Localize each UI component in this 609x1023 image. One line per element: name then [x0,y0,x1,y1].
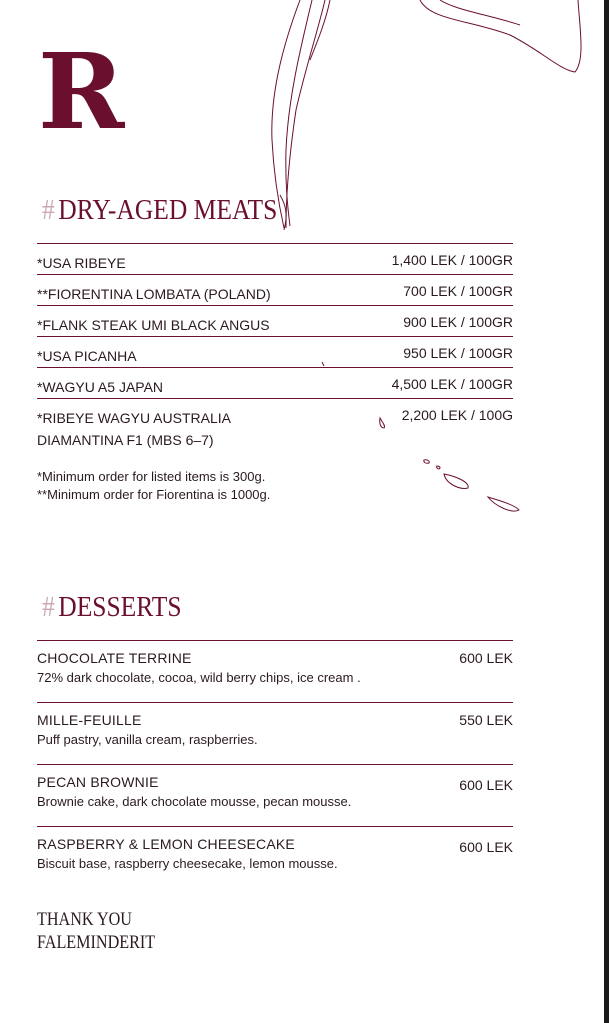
menu-row [37,305,513,336]
item-name: CHOCOLATE TERRINE [37,650,192,666]
item-name: PECAN BROWNIE [37,774,159,790]
menu-row [37,398,513,448]
item-name: *FLANK STEAK UMI BLACK ANGUS [37,317,270,333]
section-title-dry-aged [42,196,277,225]
note-line: *Minimum order for listed items is 300g. [37,469,266,484]
item-price: 550 LEK [459,712,513,728]
menu-row [37,764,513,826]
menu-row [37,702,513,764]
item-price: 600 LEK [459,839,513,855]
item-name: *USA PICANHA [37,348,137,364]
menu-row [37,274,513,305]
item-name-line2: DIAMANTINA F1 (MBS 6–7) [37,432,214,448]
item-price: 600 LEK [459,777,513,793]
item-name: MILLE-FEUILLE [37,712,142,728]
note-line: **Minimum order for Fiorentina is 1000g. [37,487,271,502]
hash-icon: # [42,591,55,623]
item-description: 72% dark chocolate, cocoa, wild berry chips, ice cream . [37,670,361,685]
page-edge [604,0,609,1023]
restaurant-logo: R [38,30,123,153]
item-description: Biscuit base, raspberry cheesecake, lemon mousse. [37,856,338,871]
section-title-desserts [42,593,182,622]
item-name-line1: *RIBEYE WAGYU AUSTRALIA [37,410,231,426]
minimum-order-notes [37,468,270,504]
item-name: RASPBERRY & LEMON CHEESECAKE [37,836,295,852]
menu-row [37,826,513,888]
item-price: 950 LEK / 100GR [403,345,513,361]
item-name: **FIORENTINA LOMBATA (POLAND) [37,286,271,302]
item-price: 900 LEK / 100GR [403,314,513,330]
section-title-text: DRY-AGED MEATS [58,194,278,226]
item-description: Brownie cake, dark chocolate mousse, pecan mousse. [37,794,352,809]
menu-row [37,367,513,398]
dry-aged-meats-table [37,243,513,448]
hash-icon: # [42,194,55,226]
item-price: 600 LEK [459,650,513,666]
menu-row [37,640,513,702]
item-description: Puff pastry, vanilla cream, raspberries. [37,732,258,747]
item-name: *WAGYU A5 JAPAN [37,379,164,395]
item-name: *USA RIBEYE [37,255,126,271]
menu-row [37,336,513,367]
thank-you-line-albanian: FALEMINDERIT [37,932,156,953]
menu-row [37,243,513,274]
item-price: 2,200 LEK / 100G [401,407,513,423]
thank-you-line: THANK YOU [37,909,132,930]
desserts-list [37,640,513,888]
item-price: 700 LEK / 100GR [403,283,513,299]
section-title-text: DESSERTS [58,591,182,623]
thank-you-footer [37,908,155,954]
item-name [37,407,231,451]
item-price: 1,400 LEK / 100GR [391,252,513,268]
item-price: 4,500 LEK / 100GR [391,376,513,392]
